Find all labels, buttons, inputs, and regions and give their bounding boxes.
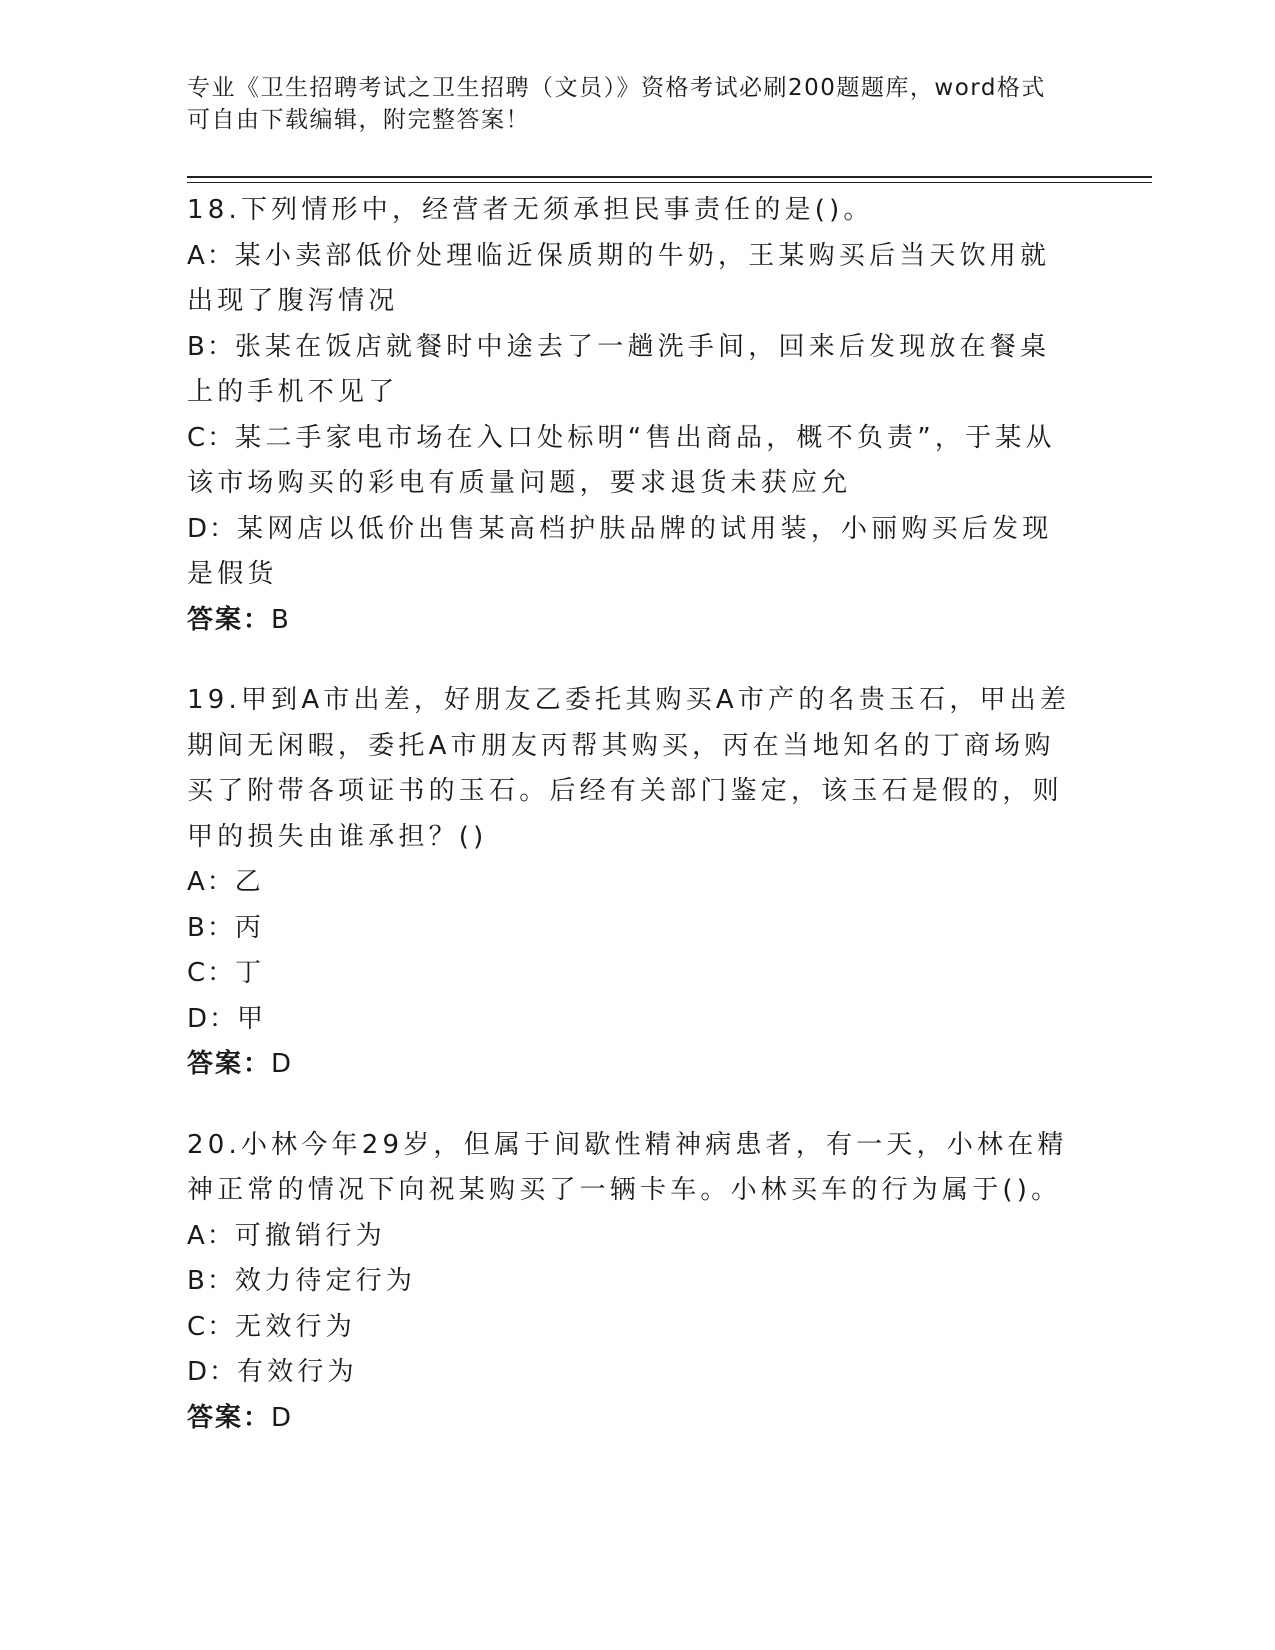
option-key: A： [187,867,235,897]
option-key: D： [187,1357,238,1387]
question-18 [187,188,1077,643]
option-d [187,997,1077,1043]
answer-label: 答案： [187,604,272,635]
option-text: 效力待定行为 [234,1266,417,1296]
option-key: D： [187,513,238,544]
option-a [187,860,1077,906]
answer-value: D [271,1049,294,1079]
option-a [187,1214,1077,1260]
answer-value: D [271,1402,294,1433]
option-text: 乙 [234,867,265,897]
question-text: 20.小林今年29岁，但属于间歇性精神病患者，有一天，小林在精神正常的情况下向祝某购买了一辆卡车。小林买车的行为属于()。 [187,1129,1068,1205]
answer-line [187,598,1077,644]
answer-value: B [271,604,291,635]
option-b [187,1259,1077,1305]
option-text: 某网店以低价出售某高档护肤品牌的试用装，小丽购买后发现是假货 [187,513,1053,589]
option-d [187,1350,1077,1396]
header-rule-thick [187,176,1152,178]
option-text: 某二手家电市场在入口处标明“售出商品，概不负责”，于某从该市场购买的彩电有质量问题，要求退货未获应允 [187,422,1056,498]
header-rule-thin [187,182,1152,183]
option-text: 无效行为 [235,1311,356,1342]
option-key: B： [187,1266,235,1296]
option-text: 某小卖部低价处理临近保质期的牛奶，王某购买后当天饮用就出现了腹泻情况 [187,240,1051,316]
option-key: C： [187,1311,236,1342]
option-text: 丙 [234,912,266,943]
option-c [187,416,1077,507]
option-d [187,507,1077,598]
answer-line [187,1042,1077,1088]
option-c [187,1305,1077,1351]
option-key: A： [187,240,235,271]
document-header [187,72,1077,136]
answer-label: 答案： [187,1402,272,1433]
header-line-1: 专业《卫生招聘考试之卫生招聘（文员）》资格考试必刷200题题库，word格式 [187,75,1046,101]
option-text: 可撤销行为 [234,1220,386,1251]
question-text: 18.下列情形中，经营者无须承担民事责任的是()。 [187,195,874,225]
option-a [187,234,1077,325]
option-key: C： [187,422,236,453]
option-key: A： [187,1220,235,1251]
option-b [187,325,1077,416]
option-b [187,906,1077,952]
option-text: 丁 [235,958,266,988]
header-line-2: 可自由下载编辑，附完整答案！ [187,107,530,133]
option-key: C： [187,958,236,988]
option-text: 张某在饭店就餐时中途去了一趟洗手间，回来后发现放在餐桌上的手机不见了 [187,331,1051,407]
option-key: D： [187,1003,238,1034]
option-text: 甲 [237,1003,268,1034]
option-key: B： [187,331,235,362]
option-c [187,951,1077,997]
question-list [187,188,1077,1476]
question-20 [187,1123,1077,1442]
option-key: B： [187,912,235,943]
option-text: 有效行为 [237,1357,358,1387]
answer-line [187,1396,1077,1442]
question-19 [187,678,1077,1088]
question-text: 19.甲到A市出差，好朋友乙委托其购买A市产的名贵玉石，甲出差期间无闲暇，委托A市朋友丙帮其购买，丙在当地知名的丁商场购买了附带各项证书的玉石。后经有关部门鉴定，该玉石是假的，则甲的损失由谁承担？() [187,685,1071,852]
answer-label: 答案： [187,1049,272,1079]
